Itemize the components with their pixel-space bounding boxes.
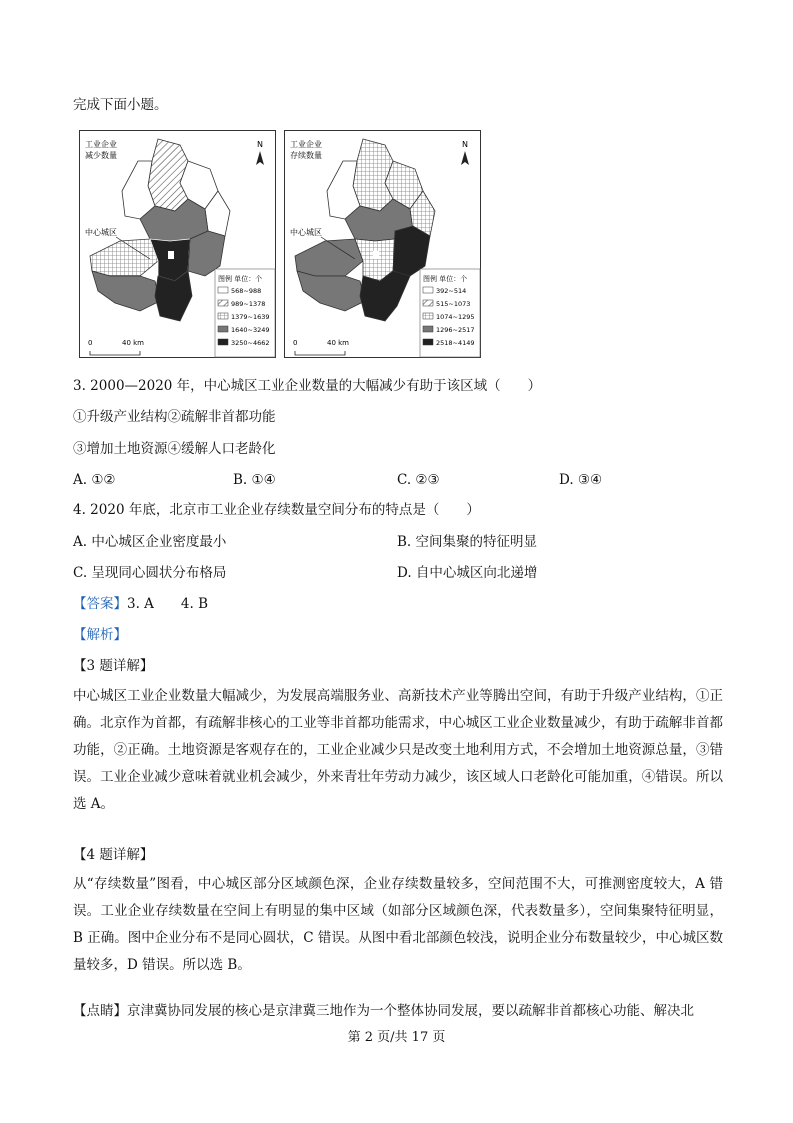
map-title-line1: 工业企业: [290, 140, 322, 149]
q4-choice-c: C. 呈现同心圆状分布格局: [73, 565, 227, 581]
q3-detail-label: 【3 题详解】: [73, 658, 154, 674]
q4-detail-text: 从“存续数量”图看，中心城区部分区域颜色深，企业存续数量较多，空间范围不大，可推测密度较大，A 错误。工业企业存续数量在空间上有明显的集中区域（如部分区域颜色深，代表数量多），空间集聚特征明显，B 正确。图中企业分布不是同心圆状，C 错误。从图中看北部颜色较浅，说明企业分布数量较少，中心城区数量较多，D 错误。所以选 B。: [73, 876, 723, 973]
analysis-label: 【解析】: [73, 627, 127, 643]
center-core-marker: [373, 251, 379, 259]
page-footer: 第 2 页/共 17 页: [347, 1030, 446, 1045]
map-title-line2: 减少数量: [85, 151, 117, 160]
q3-choice-a: A. ①②: [73, 472, 116, 488]
q3-choice-b: B. ①④: [233, 472, 276, 488]
q4-choice-b: B. 空间集聚的特征明显: [397, 534, 538, 550]
legend-item: 568~988: [231, 287, 262, 295]
center-core-marker: [168, 251, 174, 259]
legend-item: 1296~2517: [436, 326, 475, 334]
district-north: [353, 139, 393, 211]
map-title-line2: 存续数量: [290, 151, 322, 160]
q3-stem: 3. 2000—2020 年，中心城区工业企业数量的大幅减少有助于该区域（ ）: [73, 378, 542, 394]
q4-stem: 4. 2020 年底，北京市工业企业存续数量空间分布的特点是（ ）: [73, 502, 480, 518]
answer-text: 3. A 4. B: [127, 596, 209, 612]
q4-choice-d: D. 自中心城区向北递增: [397, 565, 538, 581]
district-north: [148, 139, 188, 211]
q3-options-line1: ①升级产业结构②疏解非首都功能: [73, 409, 276, 425]
q3-detail-text: 中心城区工业企业数量大幅减少，为发展高端服务业、高新技术产业等腾出空间，有助于升级产业结构，①正确。北京作为首都，有疏解非核心的工业等非首都功能需求，中心城区工业企业数量减少，有助于疏解非首都功能，②正确。土地资源是客观存在的，工业企业减少只是改变土地利用方式，不会增加土地资源总量，③错误。工业企业减少意味着就业机会减少，外来青壮年劳动力减少，该区域人口老龄化可能加重，④错误。所以选 A。: [73, 688, 723, 812]
map-legend: [215, 269, 275, 357]
north-arrow-icon: [461, 140, 469, 165]
map-industrial-existing: [284, 130, 481, 358]
legend-header: 图例 单位：个: [218, 275, 263, 283]
map-industrial-decrease: [79, 130, 276, 358]
center-label: 中心城区: [85, 228, 117, 237]
district-southwest: [92, 271, 160, 311]
q4-choice-a: A. 中心城区企业密度最小: [73, 534, 227, 550]
legend-item: 1379~1639: [231, 313, 270, 321]
point-text: 京津冀协同发展的核心是京津冀三地作为一个整体协同发展，要以疏解非首都核心功能、解决北: [127, 1003, 694, 1019]
legend-item: 1074~1295: [436, 313, 475, 321]
svg-text:N: N: [257, 140, 263, 149]
legend-header: 图例 单位：个: [423, 275, 468, 283]
district-south: [360, 271, 410, 321]
map-title-line1: 工业企业: [85, 140, 117, 149]
legend-item: 989~1378: [231, 300, 266, 308]
svg-text:0: 0: [88, 339, 93, 347]
point-line: [73, 1001, 694, 1021]
legend-item: 1640~3249: [231, 326, 270, 334]
q3-choice-d: D. ③④: [559, 472, 603, 488]
answer-line: [73, 594, 208, 614]
map-figure: [79, 130, 483, 358]
point-label: 【点睛】: [73, 1003, 127, 1019]
q4-detail-label: 【4 题详解】: [73, 847, 154, 863]
scale-bar: [88, 339, 144, 355]
svg-text:40 km: 40 km: [327, 339, 350, 347]
answer-label: 【答案】: [73, 596, 127, 612]
scale-bar: [293, 339, 349, 355]
legend-item: 392~514: [436, 287, 467, 295]
svg-text:N: N: [462, 140, 468, 149]
map-legend: [420, 269, 480, 357]
q3-options-line2: ③增加土地资源④缓解人口老龄化: [73, 441, 276, 457]
legend-item: 515~1073: [436, 300, 471, 308]
center-label: 中心城区: [290, 228, 322, 237]
q3-choice-c: C. ②③: [397, 472, 440, 488]
svg-text:0: 0: [293, 339, 298, 347]
district-southwest: [297, 271, 365, 311]
legend-item: 3250~4662: [231, 339, 270, 347]
north-arrow-icon: [256, 140, 264, 165]
district-east: [393, 226, 430, 276]
legend-item: 2518~4149: [436, 339, 475, 347]
intro-text: 完成下面小题。: [73, 97, 168, 113]
svg-text:40 km: 40 km: [122, 339, 145, 347]
